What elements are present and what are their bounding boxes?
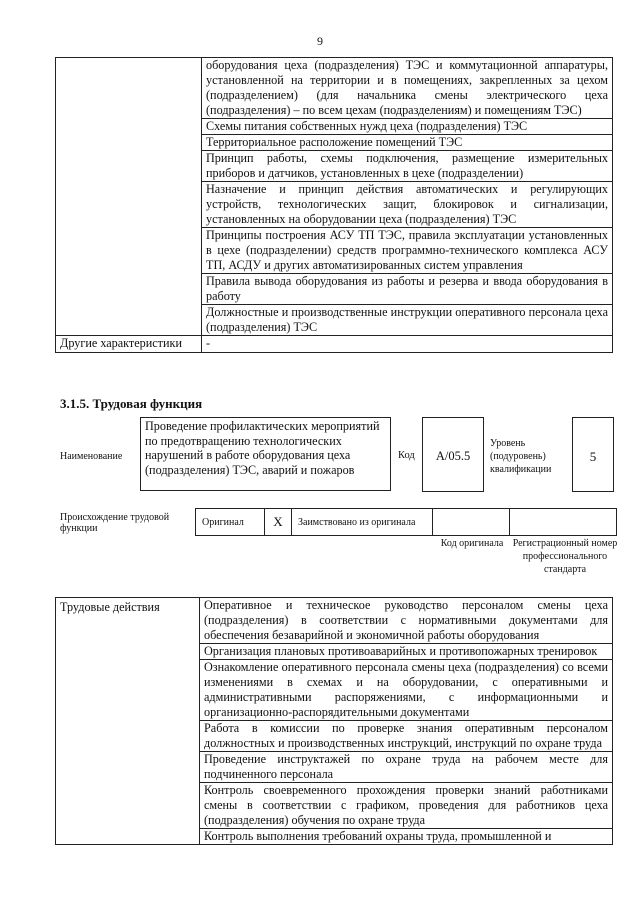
other-characteristics-label: Другие характеристики — [56, 336, 202, 353]
origin-label: Происхождение трудовой функции — [60, 512, 170, 534]
labour-action-row: Контроль своевременного прохождения проверки знаний работниками смены в соответствии с графиком, проведения для работников цеха (подразделения) обучения по охране труда — [200, 783, 613, 829]
knowledge-row: Правила вывода оборудования из работы и резерва и ввода оборудования в работу — [202, 274, 613, 305]
labour-action-row: Ознакомление оперативного персонала смены цеха (подразделения) со всеми изменениями в схемах и на оборудовании, с оперативными и административными распоряжениями, с информационными и организационно-распорядительными документами — [200, 660, 613, 721]
knowledge-row: Назначение и принцип действия автоматических и регулирующих устройств, технологических защит, блокировок и сигнализации, установленных на оборудовании цеха (подразделения) ТЭС — [202, 182, 613, 228]
labour-action-row: Контроль выполнения требований охраны труда, промышленной и — [200, 829, 613, 845]
code-label: Код — [398, 450, 415, 461]
knowledge-row: Принцип работы, схемы подключения, размещение измерительных приборов и датчиков, установленных в цехе (подразделении) — [202, 151, 613, 182]
borrowed-label: Заимствовано из оригинала — [292, 509, 433, 536]
knowledge-row: оборудования цеха (подразделения) ТЭС и коммутационной аппаратуры, установленной на территории и в помещениях, закрепленных за цехом (подразделением) (для начальника смены электрического цеха (подразделения) – по всем цехам (подразделениям) и помещениям ТЭС) — [202, 58, 613, 119]
page-number: 9 — [317, 34, 323, 48]
original-label: Оригинал — [196, 509, 265, 536]
knowledge-row: Должностные и производственные инструкции оперативного персонала цеха (подразделения) ТЭС — [202, 305, 613, 336]
registration-number-caption: Регистрационный номер профессионального стандарта — [512, 538, 618, 575]
labour-action-row: Организация плановых противоаварийных и противопожарных тренировок — [200, 644, 613, 660]
other-characteristics-value: - — [202, 336, 613, 353]
empty-label-cell — [56, 58, 202, 336]
knowledge-row: Схемы питания собственных нужд цеха (подразделения) ТЭС — [202, 119, 613, 135]
knowledge-table — [55, 57, 613, 353]
qualification-level-box: 5 — [572, 417, 614, 492]
labour-action-row: Оперативное и техническое руководство персоналом смены цеха (подразделения) в соответствии с нормативными документами для обеспечения безаварийной и экономичной работы оборудования — [200, 598, 613, 644]
registration-number-cell — [510, 509, 617, 536]
function-name-box: Проведение профилактических мероприятий по предотвращению технологических нарушений в работе оборудования цеха (подразделения) ТЭС, аварий и пожаров — [140, 417, 391, 491]
section-heading: 3.1.5. Трудовая функция — [60, 396, 203, 411]
qualification-level-label: Уровень (подуровень) квалификации — [490, 438, 552, 475]
labour-actions-table — [55, 597, 613, 845]
original-mark: X — [265, 509, 292, 536]
origin-table — [195, 508, 617, 536]
labour-actions-label: Трудовые действия — [56, 598, 200, 845]
labour-action-row: Работа в комиссии по проверке знания оперативным персоналом должностных и производственных инструкций, инструкций по охране труда — [200, 721, 613, 752]
knowledge-row: Принципы построения АСУ ТП ТЭС, правила эксплуатации установленных в цехе (подразделении) средств программно-технического комплекса АСУ ТП, АСДУ и других автоматизированных систем управления — [202, 228, 613, 274]
original-code-cell — [433, 509, 510, 536]
labour-action-row: Проведение инструктажей по охране труда на рабочем месте для подчиненного персонала — [200, 752, 613, 783]
original-code-caption: Код оригинала — [440, 538, 504, 549]
code-value-box: А/05.5 — [422, 417, 484, 492]
naming-label: Наименование — [60, 451, 123, 462]
knowledge-row: Территориальное расположение помещений ТЭС — [202, 135, 613, 151]
